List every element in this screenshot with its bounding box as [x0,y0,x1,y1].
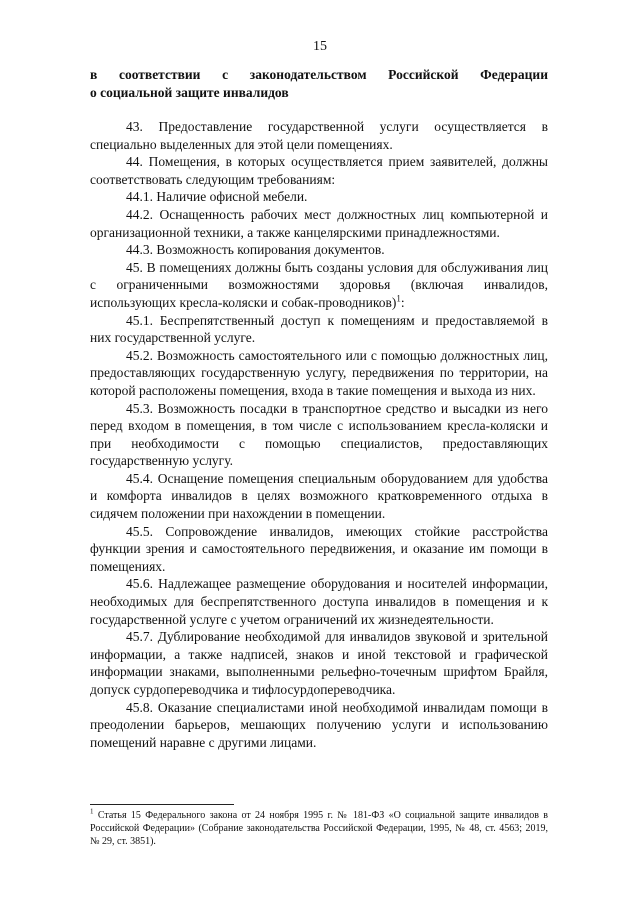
footnote-reference: 1 [396,293,401,304]
document-body [90,118,548,751]
paragraph-45-3: 45.3. Возможность посадки в транспортное средство и высадки из него перед входом в помещения, в том числе с использованием кресла-коляски и при необходимости с помощью специалистов, предоставляющих государственную услугу. [90,400,548,469]
footnote-text: Статья 15 Федерального закона от 24 ноября 1995 г. № 181-ФЗ «О социальной защите инвалидов в Российской Федерации» (Собрание законодательства Российской Федерации, 1995, № 48, ст. 4563; 2019, № 29, ст. 3851). [90,810,549,847]
paragraph-44-2: 44.2. Оснащенность рабочих мест должностных лиц компьютерной и организационной техники, а также канцелярскими принадлежностями. [90,206,548,240]
paragraph-45-suffix: : [400,294,405,310]
paragraph-45-4: 45.4. Оснащение помещения специальным оборудованием для удобства и комфорта инвалидов в целях возможного кратковременного отдыха в сидячем положении при нахождении в помещении. [90,470,548,522]
section-heading [90,66,548,102]
paragraph-45-5: 45.5. Сопровождение инвалидов, имеющих стойкие расстройства функции зрения и самостоятельного передвижения, и оказание им помощи в помещениях. [90,523,548,574]
footnote-mark: 1 [90,807,94,816]
paragraph-44-1: 44.1. Наличие офисной мебели. [126,189,308,205]
paragraph-45-text: 45. В помещениях должны быть созданы условия для обслуживания лиц с ограниченными возможностями здоровья (включая инвалидов, использующих кресла-коляски и собак-проводников) [90,259,548,310]
paragraph-43: 43. Предоставление государственной услуги осуществляется в специально выделенных для этой цели помещениях. [90,119,548,152]
paragraph-45-7: 45.7. Дублирование необходимой для инвалидов звуковой и зрительной информации, а также надписей, знаков и иной текстовой и графической информации знаками, выполненными рельефно-точечным шрифтом Брайля, допуск сурдопереводчика и тифлосурдопереводчика. [90,629,548,697]
paragraph-44: 44. Помещения, в которых осуществляется прием заявителей, должны соответствовать следующим требованиям: [90,154,548,187]
footnote-divider [90,804,234,805]
paragraph-45-8: 45.8. Оказание специалистами иной необходимой инвалидам помощи в преодолении барьеров, мешающих получению услуги и использованию помещений наравне с другими лицами. [90,699,548,750]
paragraph-45-6: 45.6. Надлежащее размещение оборудования и носителей информации, необходимых для беспрепятственного доступа инвалидов в помещения и к государственной услуге с учетом ограничений их жизнедеятельности. [90,576,548,627]
paragraph-45 [90,259,548,312]
paragraph-45-1: 45.1. Беспрепятственный доступ к помещениям и предоставляемой в них государственной услуге. [90,312,548,346]
paragraph-45-2: 45.2. Возможность самостоятельного или с помощью должностных лиц, предоставляющих государственную услугу, передвижения по территории, на которой расположены помещения, входа в такие помещения и выхода из них. [90,347,548,398]
footnote [90,809,548,848]
paragraph-44-3: 44.3. Возможность копирования документов. [126,242,385,258]
section-heading-line-2: о социальной защите инвалидов [90,85,289,100]
page-number: 15 [313,39,327,54]
section-heading-line-1: в соответствии с законодательством Российской Федерации [90,67,548,82]
